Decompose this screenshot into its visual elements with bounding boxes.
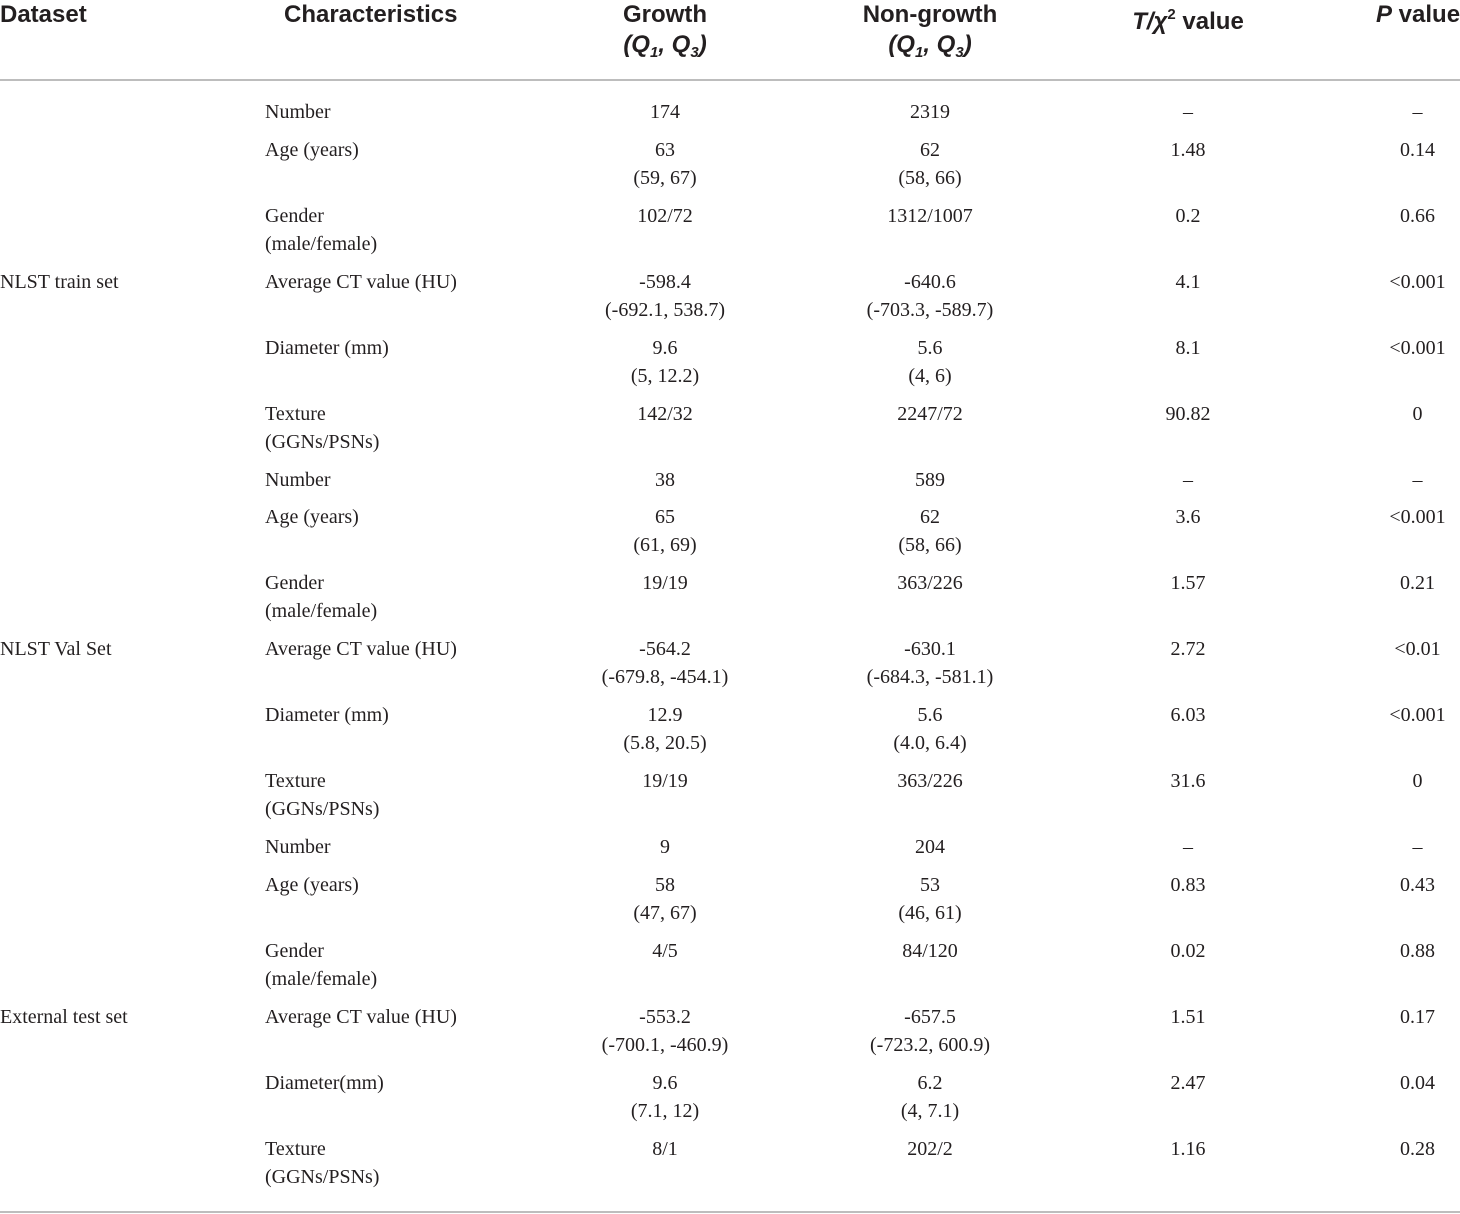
non-growth-cell-line: -657.5: [904, 1005, 956, 1028]
characteristic-cell: [265, 767, 379, 823]
non-growth-cell: [820, 569, 1040, 597]
characteristic-cell-line: (male/female): [265, 232, 378, 255]
non-growth-cell-line: 204: [915, 836, 945, 858]
statistic-cell: 0.83: [1170, 873, 1206, 896]
characteristic-cell: [265, 334, 389, 362]
characteristic-cell: [265, 635, 457, 663]
non-growth-cell-line: (46, 61): [898, 901, 962, 924]
dataset-label: NLST train set: [0, 270, 119, 293]
growth-cell: [565, 635, 765, 691]
growth-cell-line: (5.8, 20.5): [623, 732, 707, 754]
growth-cell-line: (7.1, 12): [630, 1099, 700, 1122]
header-non-growth-quartiles: ($Q_1$, $Q_3$): [888, 31, 972, 61]
growth-cell-line: 19/19: [642, 770, 688, 792]
growth-cell-line: (47, 67): [633, 901, 697, 924]
growth-cell: [565, 98, 765, 126]
statistic-cell: 1.16: [1170, 1137, 1206, 1160]
characteristic-cell: [265, 937, 377, 993]
characteristic-cell-line: Gender: [265, 572, 324, 594]
p-value-cell: 0.43: [1400, 873, 1435, 896]
p-value-cell: –: [1412, 101, 1423, 123]
header-non-growth: [820, 0, 1040, 68]
p-value-cell: 0: [1412, 402, 1423, 425]
non-growth-cell-line: 5.6: [917, 704, 943, 726]
statistic-cell: 2.47: [1170, 1071, 1206, 1094]
growth-cell: [565, 1135, 765, 1163]
p-value-cell: 0.04: [1400, 1071, 1435, 1094]
characteristic-cell-line: Average CT value (HU): [265, 1005, 457, 1028]
header-characteristics: Characteristics: [284, 1, 458, 28]
statistic-cell: 8.1: [1175, 336, 1201, 359]
characteristic-cell-line: Age (years): [265, 138, 359, 161]
non-growth-cell-line: 62: [920, 138, 940, 161]
statistic-cell: 31.6: [1170, 770, 1206, 792]
dataset-label: NLST Val Set: [0, 638, 112, 660]
statistic-cell: 90.82: [1165, 402, 1211, 425]
non-growth-cell-line: 202/2: [907, 1137, 953, 1160]
p-value-cell: <0.001: [1389, 270, 1446, 293]
non-growth-cell: [820, 334, 1040, 390]
characteristic-cell: [265, 833, 331, 861]
characteristic-cell-line: Texture: [265, 1137, 326, 1160]
characteristic-cell-line: Texture: [265, 402, 326, 425]
growth-cell-line: (-679.8, -454.1): [601, 666, 729, 688]
non-growth-cell: [820, 937, 1040, 965]
growth-cell: [565, 400, 765, 428]
non-growth-cell: [820, 400, 1040, 428]
growth-cell-line: 9.6: [652, 1071, 678, 1094]
statistic-cell: 2.72: [1170, 638, 1206, 660]
header-dataset: Dataset: [0, 1, 87, 28]
characteristic-cell: [265, 871, 359, 899]
non-growth-cell: [820, 98, 1040, 126]
growth-cell-line: (59, 67): [633, 166, 697, 189]
characteristic-cell: [265, 701, 389, 729]
growth-cell: [565, 833, 765, 861]
growth-cell-line: -598.4: [639, 270, 691, 293]
growth-cell-line: -553.2: [639, 1005, 691, 1028]
dataset-label: External test set: [0, 1005, 128, 1028]
statistic-cell: 0.02: [1170, 939, 1206, 962]
p-value-cell: –: [1412, 836, 1423, 858]
growth-cell-line: 174: [650, 101, 680, 123]
non-growth-cell: [820, 136, 1040, 192]
characteristic-cell: [265, 569, 377, 625]
non-growth-cell: [820, 701, 1040, 757]
non-growth-cell-line: 62: [920, 506, 940, 528]
characteristic-cell-line: Diameter(mm): [265, 1071, 384, 1094]
statistic-cell: 6.03: [1170, 704, 1206, 726]
growth-cell-line: -564.2: [639, 638, 691, 660]
characteristic-cell: [265, 202, 377, 258]
non-growth-cell-line: 5.6: [917, 336, 943, 359]
characteristic-cell-line: Number: [265, 101, 331, 123]
statistic-cell: 0.2: [1175, 204, 1201, 227]
p-value-cell: 0.28: [1400, 1137, 1435, 1160]
p-value-cell: <0.001: [1389, 506, 1446, 528]
statistic-cell: 4.1: [1175, 270, 1201, 293]
characteristic-cell: [265, 136, 359, 164]
non-growth-cell-line: (-723.2, 600.9): [870, 1033, 990, 1056]
characteristic-cell-line: Texture: [265, 770, 326, 792]
non-growth-cell: [820, 268, 1040, 324]
growth-cell: [565, 503, 765, 559]
non-growth-cell-line: -640.6: [904, 270, 956, 293]
non-growth-cell-line: (58, 66): [898, 166, 962, 189]
non-growth-cell-line: 2247/72: [897, 402, 963, 425]
characteristic-cell: [265, 98, 331, 126]
growth-cell-line: 8/1: [652, 1137, 678, 1160]
header-p-value: P value: [1376, 1, 1460, 28]
p-value-cell: 0.66: [1400, 204, 1435, 227]
growth-cell-line: 63: [655, 138, 675, 161]
non-growth-cell-line: (4, 6): [908, 364, 952, 387]
growth-cell: [565, 202, 765, 230]
non-growth-cell-line: (-703.3, -589.7): [866, 298, 994, 321]
non-growth-cell: [820, 503, 1040, 559]
non-growth-cell: [820, 1003, 1040, 1059]
statistic-cell: –: [1183, 836, 1193, 858]
growth-cell-line: (-692.1, 538.7): [605, 298, 725, 321]
characteristic-cell-line: Gender: [265, 939, 324, 962]
non-growth-cell: [820, 1135, 1040, 1163]
header-t-chi-value: $T/\chi^2$ value: [1132, 6, 1244, 35]
non-growth-cell-line: 363/226: [897, 572, 963, 594]
header-growth-label: Growth: [623, 1, 707, 28]
non-growth-cell-line: 1312/1007: [887, 204, 973, 227]
characteristic-cell: [265, 268, 457, 296]
growth-cell-line: 65: [655, 506, 675, 528]
growth-cell-line: 19/19: [642, 572, 688, 594]
growth-cell-line: 9.6: [652, 336, 678, 359]
p-value-cell: 0: [1412, 770, 1423, 792]
p-value-cell: 0.14: [1400, 138, 1435, 161]
non-growth-cell: [820, 466, 1040, 494]
non-growth-cell: [820, 767, 1040, 795]
characteristic-cell-line: (male/female): [265, 967, 378, 990]
growth-cell-line: 58: [655, 873, 675, 896]
growth-cell: [565, 569, 765, 597]
characteristic-cell-line: Age (years): [265, 506, 359, 528]
characteristic-cell-line: Gender: [265, 204, 324, 227]
non-growth-cell-line: (4, 7.1): [900, 1099, 960, 1122]
non-growth-cell: [820, 635, 1040, 691]
statistic-cell: 3.6: [1175, 506, 1201, 528]
p-value-cell: <0.001: [1389, 704, 1446, 726]
characteristic-cell: [265, 503, 359, 531]
non-growth-cell-line: 53: [920, 873, 940, 896]
non-growth-cell-line: 6.2: [917, 1071, 943, 1094]
non-growth-cell-line: 363/226: [897, 770, 963, 792]
growth-cell-line: 12.9: [647, 704, 683, 726]
characteristic-cell-line: Average CT value (HU): [265, 270, 457, 293]
statistic-cell: –: [1183, 468, 1193, 491]
growth-cell: [565, 1069, 765, 1125]
growth-cell: [565, 937, 765, 965]
p-value-cell: <0.001: [1389, 336, 1446, 359]
growth-cell-line: 102/72: [637, 204, 693, 227]
statistic-cell: 1.48: [1170, 138, 1206, 161]
growth-cell: [565, 701, 765, 757]
characteristic-cell-line: Number: [265, 468, 331, 491]
non-growth-cell: [820, 871, 1040, 927]
non-growth-cell-line: (58, 66): [898, 534, 962, 556]
p-value-cell: 0.88: [1400, 939, 1435, 962]
statistic-cell: 1.57: [1170, 572, 1206, 594]
characteristic-cell: [265, 466, 331, 494]
characteristic-cell-line: Diameter (mm): [265, 336, 389, 359]
non-growth-cell-line: (-684.3, -581.1): [866, 666, 994, 688]
table-bottom-rule: [0, 1211, 1460, 1213]
header-non-growth-label: Non-growth: [862, 1, 998, 28]
p-value-cell: <0.01: [1394, 638, 1441, 660]
characteristic-cell-line: Diameter (mm): [265, 704, 389, 726]
characteristic-cell: [265, 1069, 384, 1097]
non-growth-cell-line: (4.0, 6.4): [893, 732, 967, 754]
growth-cell: [565, 871, 765, 927]
p-value-cell: 0.17: [1400, 1005, 1435, 1028]
growth-cell: [565, 1003, 765, 1059]
non-growth-cell: [820, 1069, 1040, 1125]
non-growth-cell: [820, 202, 1040, 230]
growth-cell: [565, 466, 765, 494]
growth-cell: [565, 136, 765, 192]
header-growth: [565, 0, 765, 68]
growth-cell-line: 4/5: [652, 939, 678, 962]
characteristic-cell-line: Number: [265, 836, 331, 858]
characteristic-cell: [265, 1003, 457, 1031]
non-growth-cell-line: 589: [915, 468, 945, 491]
non-growth-cell-line: -630.1: [904, 638, 956, 660]
growth-cell-line: (61, 69): [633, 534, 697, 556]
growth-cell-line: (5, 12.2): [630, 364, 700, 387]
characteristic-cell-line: (male/female): [265, 600, 378, 622]
p-value-cell: –: [1412, 468, 1423, 491]
characteristic-cell-line: (GGNs/PSNs): [265, 1165, 380, 1188]
growth-cell-line: (-700.1, -460.9): [601, 1033, 729, 1056]
non-growth-cell-line: 2319: [910, 101, 950, 123]
growth-cell-line: 142/32: [637, 402, 693, 425]
growth-cell: [565, 334, 765, 390]
statistic-cell: –: [1183, 101, 1193, 123]
characteristic-cell-line: (GGNs/PSNs): [265, 798, 380, 820]
non-growth-cell: [820, 833, 1040, 861]
characteristic-cell-line: Average CT value (HU): [265, 638, 457, 660]
p-value-cell: 0.21: [1400, 572, 1435, 594]
growth-cell-line: 9: [660, 836, 670, 858]
growth-cell: [565, 767, 765, 795]
characteristic-cell-line: Age (years): [265, 873, 359, 896]
header-divider: [0, 79, 1460, 81]
statistic-cell: 1.51: [1170, 1005, 1206, 1028]
characteristic-cell: [265, 400, 379, 456]
characteristic-cell-line: (GGNs/PSNs): [265, 430, 380, 453]
non-growth-cell-line: 84/120: [902, 939, 958, 962]
characteristic-cell: [265, 1135, 379, 1191]
growth-cell-line: 38: [655, 468, 675, 491]
header-growth-quartiles: ($Q_1$, $Q_3$): [623, 31, 707, 61]
growth-cell: [565, 268, 765, 324]
